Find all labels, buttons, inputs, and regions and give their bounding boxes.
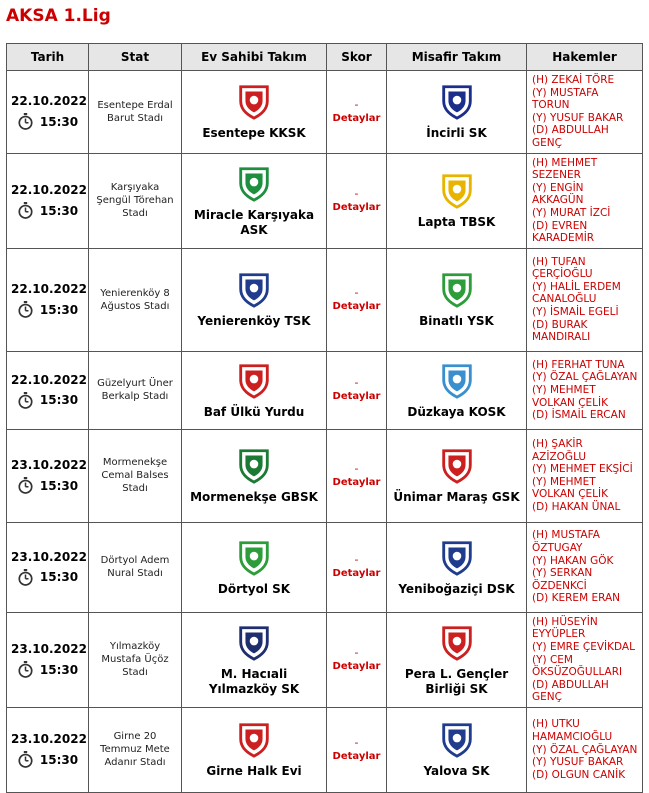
referee-entry: (Y) CEM ÖKSÜZOĞULLARI (532, 653, 623, 679)
match-score: - (354, 645, 359, 659)
fixtures-table (6, 43, 643, 793)
stadium-name: Mormenekşe Cemal Balses Stadı (101, 457, 169, 495)
match-date: 22.10.2022 (11, 372, 87, 387)
match-date-cell (7, 522, 89, 612)
match-time: 15:30 (39, 478, 79, 493)
away-team-cell[interactable] (387, 612, 527, 707)
stadium-name: Yenierenköy 8 Ağustos Stadı (100, 287, 170, 312)
clock-icon (17, 751, 34, 768)
referees-cell (527, 707, 643, 792)
miracle-karsiyaka-ask-logo-icon (235, 164, 273, 202)
match-date-cell (7, 707, 89, 792)
home-team-name[interactable]: Esentepe KKSK (202, 126, 306, 141)
lapta-tbsk-logo-icon (438, 171, 476, 209)
match-score: - (354, 285, 359, 299)
referee-entry: (Y) İSMAİL EGELİ (532, 306, 619, 319)
stadium-name: Esentepe Erdal Barut Stadı (97, 99, 173, 124)
stadium-cell (89, 248, 182, 351)
referees-cell (527, 522, 643, 612)
clock-icon (17, 113, 34, 130)
referee-entry: (D) ABDULLAH GENÇ (532, 678, 609, 704)
away-team-cell[interactable] (387, 71, 527, 154)
match-date: 23.10.2022 (11, 549, 87, 564)
stadium-cell (89, 522, 182, 612)
match-date-cell (7, 612, 89, 707)
home-team-cell[interactable] (182, 248, 327, 351)
referee-entry: (H) ZEKAİ TÖRE (532, 74, 615, 86)
referee-entry: (Y) MURAT İZCİ (532, 206, 611, 219)
yalova-sk-logo-icon (438, 720, 476, 758)
referee-entry: (Y) YUSUF BAKAR (532, 111, 624, 124)
details-link[interactable]: Detaylar (332, 112, 381, 124)
home-team-cell[interactable] (182, 351, 327, 429)
match-date-cell (7, 351, 89, 429)
match-date: 22.10.2022 (11, 183, 87, 198)
away-team-name[interactable]: Lapta TBSK (417, 215, 496, 230)
baf-ulku-yurdu-logo-icon (235, 361, 273, 399)
home-team-name[interactable]: Mormenekşe GBSK (190, 490, 318, 505)
match-time: 15:30 (39, 393, 79, 408)
table-row (7, 351, 643, 429)
stadium-cell (89, 71, 182, 154)
details-link[interactable]: Detaylar (332, 201, 381, 213)
details-link[interactable]: Detaylar (332, 568, 381, 580)
referee-entry: (H) MEHMET SEZENER (532, 156, 598, 182)
home-team-name[interactable]: Miracle Karşıyaka ASK (193, 207, 315, 237)
referee-entry: (D) KEREM ERAN (532, 592, 621, 605)
referees-cell (527, 351, 643, 429)
match-score: - (354, 735, 359, 749)
referee-entry: (H) MUSTAFA ÖZTUGAY (532, 529, 600, 555)
details-link[interactable]: Detaylar (332, 660, 381, 672)
match-score: - (354, 376, 359, 390)
esentepe-kksk-logo-icon (235, 82, 273, 120)
clock-icon (17, 202, 34, 219)
details-link[interactable]: Detaylar (332, 750, 381, 762)
referee-entry: (Y) HAKAN GÖK (532, 554, 614, 567)
score-cell (327, 522, 387, 612)
referees-cell (527, 612, 643, 707)
referee-entry: (D) EVREN KARADEMİR (532, 219, 595, 245)
table-row (7, 707, 643, 792)
home-team-cell[interactable] (182, 153, 327, 248)
clock-icon (17, 661, 34, 678)
match-date-cell (7, 248, 89, 351)
home-team-name[interactable]: Girne Halk Evi (206, 764, 302, 779)
table-row (7, 612, 643, 707)
match-date: 23.10.2022 (11, 458, 87, 473)
referees-cell (527, 71, 643, 154)
details-link[interactable]: Detaylar (332, 476, 381, 488)
pera-genclerbirligi-sk-logo-icon (438, 623, 476, 661)
away-team-name[interactable]: Pera L. Gençler Birliği SK (404, 666, 509, 696)
header-referees: Hakemler (527, 44, 643, 71)
stadium-cell (89, 429, 182, 522)
home-team-cell[interactable] (182, 522, 327, 612)
dortyol-sk-logo-icon (235, 538, 273, 576)
home-team-cell[interactable] (182, 71, 327, 154)
stadium-name: Girne 20 Temmuz Mete Adanır Stadı (100, 731, 170, 769)
score-cell (327, 153, 387, 248)
score-cell (327, 612, 387, 707)
stadium-name: Güzelyurt Üner Berkalp Stadı (97, 378, 173, 403)
header-date: Tarih (7, 44, 89, 71)
referee-entry: (Y) MEHMET EKŞİCİ (532, 463, 633, 476)
details-link[interactable]: Detaylar (332, 300, 381, 312)
stadium-name: Yılmazköy Mustafa Üçöz Stadı (101, 641, 169, 679)
home-team-name[interactable]: M. Hacıali Yılmazköy SK (208, 666, 300, 696)
referee-entry: (Y) MEHMET VOLKAN ÇELİK (532, 383, 608, 409)
away-team-name[interactable]: Ünimar Maraş GSK (393, 490, 520, 505)
referee-entry: (H) UTKU HAMAMCIOĞLU (532, 718, 613, 743)
score-cell (327, 248, 387, 351)
incirli-sk-logo-icon (438, 82, 476, 120)
binatli-ysk-logo-icon (438, 270, 476, 308)
match-date-cell (7, 153, 89, 248)
match-time: 15:30 (39, 752, 79, 767)
home-team-cell[interactable] (182, 429, 327, 522)
details-link[interactable]: Detaylar (332, 391, 381, 403)
stadium-cell (89, 707, 182, 792)
header-home-team: Ev Sahibi Takım (182, 44, 327, 71)
header-score: Skor (327, 44, 387, 71)
score-cell (327, 351, 387, 429)
score-cell (327, 71, 387, 154)
away-team-name[interactable]: Yalova SK (423, 764, 490, 779)
unimar-maras-gsk-logo-icon (438, 446, 476, 484)
match-date: 23.10.2022 (11, 642, 87, 657)
match-date: 22.10.2022 (11, 94, 87, 109)
clock-icon (17, 392, 34, 409)
match-time: 15:30 (39, 662, 79, 677)
referee-entry: (H) TUFAN ÇERÇİOĞLU (532, 255, 593, 281)
referee-entry: (H) HÜSEYİN EYYÜPLER (532, 615, 598, 641)
score-cell (327, 429, 387, 522)
away-team-cell[interactable] (387, 248, 527, 351)
away-team-name[interactable]: Binatlı YSK (419, 314, 494, 329)
referee-entry: (D) ABDULLAH GENÇ (532, 124, 609, 149)
home-team-cell[interactable] (182, 707, 327, 792)
duzkaya-kosk-logo-icon (438, 361, 476, 399)
yenierenkoy-tsk-logo-icon (235, 270, 273, 308)
table-row (7, 153, 643, 248)
table-header-row (7, 44, 643, 71)
referee-entry: (Y) ÖZAL ÇAĞLAYAN (532, 371, 638, 384)
referee-entry: (D) İSMAİL ERCAN (532, 409, 626, 422)
match-score: - (354, 97, 359, 111)
referees-cell (527, 153, 643, 248)
table-row (7, 429, 643, 522)
score-cell (327, 707, 387, 792)
away-team-cell[interactable] (387, 522, 527, 612)
home-team-name[interactable]: Yenierenköy TSK (197, 314, 311, 329)
page-title: AKSA 1.Lig (6, 6, 111, 26)
match-date-cell (7, 429, 89, 522)
away-team-name[interactable]: Yeniboğaziçi DSK (398, 581, 515, 596)
referees-cell (527, 248, 643, 351)
referee-entry: (Y) SERKAN ÖZDENKCİ (532, 567, 593, 592)
referees-cell (527, 429, 643, 522)
match-time: 15:30 (39, 114, 79, 129)
stadium-cell (89, 351, 182, 429)
header-stadium: Stat (89, 44, 182, 71)
referee-entry: (Y) MEHMET VOLKAN ÇELİK (532, 475, 608, 501)
header-away-team: Misafir Takım (387, 44, 527, 71)
stadium-name: Karşıyaka Şengül Törehan Stadı (96, 182, 174, 220)
match-time: 15:30 (39, 203, 79, 218)
away-team-cell[interactable] (387, 707, 527, 792)
referee-entry: (H) ŞAKİR AZİZOĞLU (532, 437, 587, 463)
referee-entry: (Y) HALİL ERDEM CANALOĞLU (532, 280, 621, 306)
away-team-cell[interactable] (387, 153, 527, 248)
referee-entry: (D) OLGUN CANİK (532, 768, 626, 781)
match-date: 22.10.2022 (11, 282, 87, 297)
match-time: 15:30 (39, 570, 79, 585)
girne-halk-evi-logo-icon (235, 720, 273, 758)
match-score: - (354, 553, 359, 567)
match-date: 23.10.2022 (11, 732, 87, 747)
stadium-cell (89, 612, 182, 707)
match-score: - (354, 461, 359, 475)
home-team-name[interactable]: Dörtyol SK (217, 581, 291, 596)
table-row (7, 248, 643, 351)
stadium-cell (89, 153, 182, 248)
stadium-name: Dörtyol Adem Nural Stadı (100, 555, 170, 580)
clock-icon (17, 477, 34, 494)
clock-icon (17, 569, 34, 586)
referee-entry: (H) FERHAT TUNA (532, 358, 625, 371)
clock-icon (17, 301, 34, 318)
match-date-cell (7, 71, 89, 154)
away-team-cell[interactable] (387, 429, 527, 522)
table-row (7, 71, 643, 154)
referee-entry: (D) BURAK MANDIRALI (532, 318, 591, 344)
away-team-name[interactable]: Düzkaya KOSK (407, 404, 506, 419)
referee-entry: (D) HAKAN ÜNAL (532, 500, 621, 513)
referee-entry: (Y) MUSTAFA TORUN (532, 86, 599, 112)
yilmazkoy-sk-logo-icon (235, 623, 273, 661)
away-team-cell[interactable] (387, 351, 527, 429)
referee-entry: (Y) YUSUF BAKAR (532, 756, 624, 769)
mormenekse-gbsk-logo-icon (235, 446, 273, 484)
match-score: - (354, 186, 359, 200)
yenibogazici-dsk-logo-icon (438, 538, 476, 576)
referee-entry: (Y) ENGİN AKKAGÜN (532, 181, 584, 207)
referee-entry: (Y) EMRE ÇEVİKDAL (532, 640, 635, 653)
away-team-name[interactable]: İncirli SK (426, 126, 487, 141)
referee-entry: (Y) ÖZAL ÇAĞLAYAN (532, 743, 638, 756)
match-time: 15:30 (39, 302, 79, 317)
home-team-cell[interactable] (182, 612, 327, 707)
home-team-name[interactable]: Baf Ülkü Yurdu (203, 404, 305, 419)
table-row (7, 522, 643, 612)
